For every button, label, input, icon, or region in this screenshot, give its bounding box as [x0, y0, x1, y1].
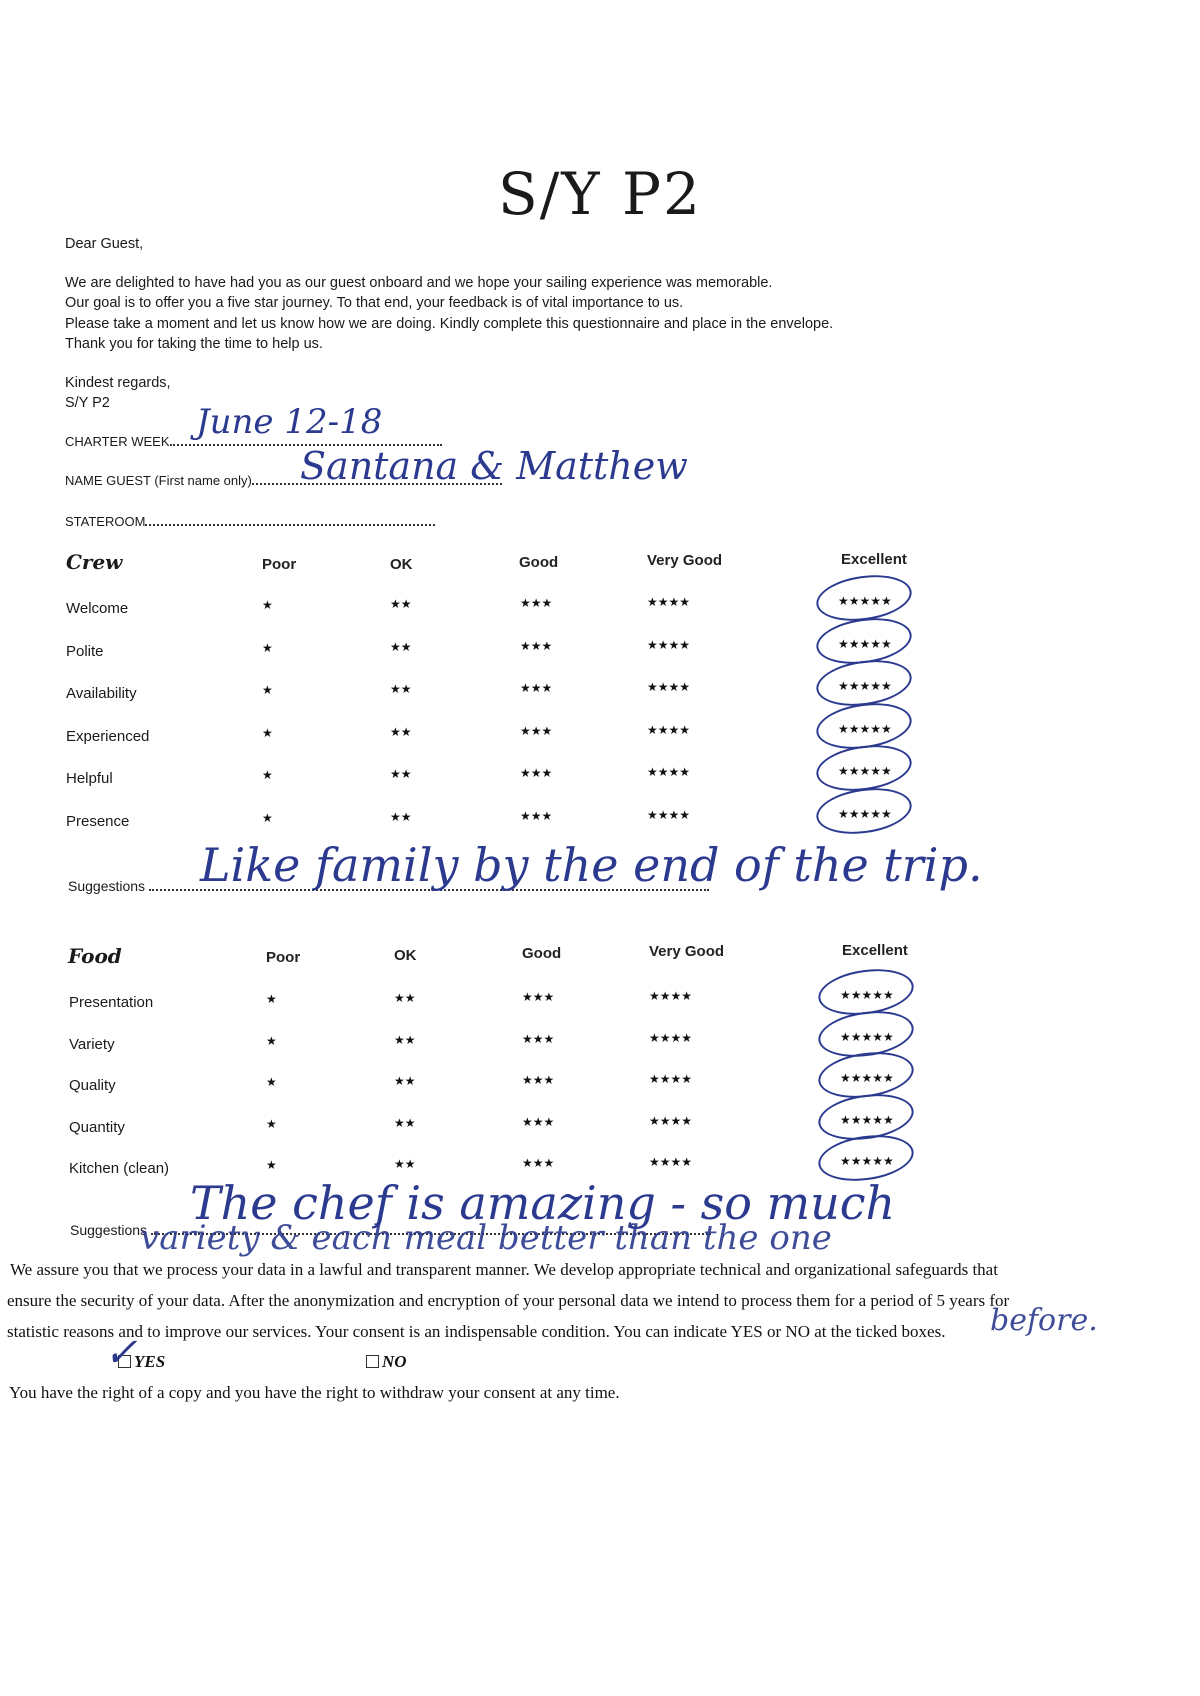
- crew-section-title: Crew: [66, 550, 123, 574]
- food-rating-3-stars[interactable]: ★★★: [522, 990, 555, 1004]
- crew-row-label: Polite: [66, 642, 104, 660]
- crew-rating-2-stars[interactable]: ★★: [390, 767, 412, 781]
- food-rating-5-stars[interactable]: ★★★★★: [840, 1029, 894, 1044]
- food-rating-3-stars[interactable]: ★★★: [522, 1073, 555, 1087]
- crew-rating-3-stars[interactable]: ★★★: [520, 638, 553, 653]
- food-row-label: Presentation: [69, 994, 154, 1011]
- crew-rating-5-stars[interactable]: ★★★★★: [838, 764, 892, 778]
- crew-rating-5-stars[interactable]: ★★★★★: [838, 679, 892, 693]
- food-row-label: Quality: [69, 1077, 116, 1094]
- crew-suggestions-value[interactable]: Like family by the end of the trip.: [200, 838, 983, 892]
- crew-rating-4-stars[interactable]: ★★★★: [647, 765, 691, 779]
- letter-line-3: Please take a moment and let us know how we are doing. Kindly complete this questionnaire and place in the envelope.: [65, 316, 834, 332]
- food-section-title: Food: [68, 944, 122, 968]
- charter-week-label: CHARTER WEEK: [65, 434, 170, 449]
- crew-rating-1-stars[interactable]: ★: [262, 768, 273, 782]
- food-rating-4-stars[interactable]: ★★★★: [649, 1030, 693, 1045]
- closing: Kindest regards,: [65, 375, 171, 391]
- food-rating-5-stars[interactable]: ★★★★★: [840, 1154, 894, 1168]
- food-row-label: Kitchen (clean): [69, 1160, 170, 1177]
- food-suggestions-line-1[interactable]: The chef is amazing - so much: [190, 1176, 896, 1230]
- crew-rating-1-stars[interactable]: ★: [262, 683, 273, 697]
- no-label: NO: [382, 1352, 407, 1371]
- food-row-label: Quantity: [69, 1118, 125, 1136]
- letter-line-2: Our goal is to offer you a five star journey. To that end, your feedback is of vital importance to us.: [65, 295, 684, 311]
- crew-rating-2-stars[interactable]: ★★: [390, 724, 412, 739]
- greeting: Dear Guest,: [65, 236, 144, 252]
- food-rating-1-stars[interactable]: ★: [266, 992, 277, 1006]
- stateroom-field: [65, 511, 435, 533]
- crew-row-label: Presence: [66, 812, 130, 830]
- food-rating-4-stars[interactable]: ★★★★: [649, 1072, 693, 1086]
- food-rating-4-stars[interactable]: ★★★★: [649, 1113, 693, 1128]
- crew-rating-5-stars[interactable]: ★★★★★: [838, 594, 892, 608]
- crew-suggestions-label: Suggestions: [68, 878, 146, 894]
- consent-footer: You have the right of a copy and you have the right to withdraw your consent at any time.: [9, 1383, 620, 1402]
- food-col-ok: OK: [394, 947, 417, 964]
- crew-col-ok: OK: [390, 556, 413, 573]
- crew-rating-4-stars[interactable]: ★★★★: [647, 722, 691, 737]
- charter-week-value[interactable]: June 12-18: [196, 402, 383, 442]
- no-checkbox[interactable]: [366, 1355, 379, 1368]
- crew-row-label: Helpful: [66, 770, 113, 787]
- crew-rating-5-stars[interactable]: ★★★★★: [838, 721, 892, 736]
- food-rating-2-stars[interactable]: ★★: [394, 1157, 416, 1171]
- crew-rating-1-stars[interactable]: ★: [262, 725, 273, 740]
- crew-rating-2-stars[interactable]: ★★: [390, 682, 412, 696]
- food-col-excellent: Excellent: [842, 942, 908, 959]
- crew-rating-3-stars[interactable]: ★★★: [520, 766, 553, 780]
- consent-no-option[interactable]: [366, 1352, 407, 1372]
- food-suggestions-label: Suggestions: [70, 1222, 148, 1238]
- food-rating-2-stars[interactable]: ★★: [394, 1115, 416, 1130]
- crew-rating-1-stars[interactable]: ★: [262, 640, 273, 655]
- crew-rating-1-stars[interactable]: ★: [262, 810, 273, 825]
- name-guest-value[interactable]: Santana & Matthew: [300, 444, 688, 488]
- name-guest-label: NAME GUEST (First name only): [65, 473, 252, 488]
- letter-line-1: We are delighted to have had you as our guest onboard and we hope your sailing experience was memorable.: [65, 275, 773, 291]
- yes-label: YES: [134, 1352, 166, 1371]
- food-rating-3-stars[interactable]: ★★★: [522, 1114, 555, 1129]
- crew-row-label: Experienced: [66, 727, 150, 745]
- food-col-very-good: Very Good: [649, 943, 725, 960]
- consent-line-3: statistic reasons and to improve our services. Your consent is an indispensable condition. You can indicate YES or NO at the ticked boxes.: [7, 1322, 946, 1341]
- crew-col-very-good: Very Good: [647, 552, 723, 569]
- signature: S/Y P2: [65, 395, 110, 411]
- food-rating-1-stars[interactable]: ★: [266, 1033, 277, 1048]
- crew-col-good: Good: [519, 554, 559, 571]
- letter-line-4: Thank you for taking the time to help us.: [65, 336, 323, 352]
- crew-rating-4-stars[interactable]: ★★★★: [647, 680, 691, 694]
- crew-rating-4-stars[interactable]: ★★★★: [647, 807, 691, 822]
- food-suggestions-line-3[interactable]: before.: [990, 1303, 1098, 1338]
- crew-rating-4-stars[interactable]: ★★★★: [647, 595, 691, 609]
- food-rating-1-stars[interactable]: ★: [266, 1158, 277, 1172]
- food-rating-2-stars[interactable]: ★★: [394, 991, 416, 1005]
- crew-rating-2-stars[interactable]: ★★: [390, 639, 412, 654]
- food-rating-3-stars[interactable]: ★★★: [522, 1031, 555, 1046]
- crew-rating-2-stars[interactable]: ★★: [390, 809, 412, 824]
- crew-rating-1-stars[interactable]: ★: [262, 598, 273, 612]
- food-rating-3-stars[interactable]: ★★★: [522, 1156, 555, 1170]
- food-col-poor: Poor: [266, 949, 301, 966]
- crew-rating-4-stars[interactable]: ★★★★: [647, 637, 691, 652]
- consent-line-2: ensure the security of your data. After the anonymization and encryption of your personal data we intend to process them for a period of 5 years for: [7, 1291, 1010, 1310]
- stateroom-label: STATEROOM: [65, 514, 146, 529]
- crew-rating-3-stars[interactable]: ★★★: [520, 596, 553, 610]
- crew-row-label: Availability: [66, 685, 137, 702]
- crew-col-excellent: Excellent: [841, 551, 907, 568]
- food-col-good: Good: [522, 945, 562, 962]
- crew-rating-5-stars[interactable]: ★★★★★: [838, 636, 892, 651]
- food-rating-4-stars[interactable]: ★★★★: [649, 1155, 693, 1169]
- food-rating-4-stars[interactable]: ★★★★: [649, 989, 693, 1003]
- crew-rating-3-stars[interactable]: ★★★: [520, 723, 553, 738]
- food-rating-1-stars[interactable]: ★: [266, 1116, 277, 1131]
- crew-rating-3-stars[interactable]: ★★★: [520, 808, 553, 823]
- consent-line-1: We assure you that we process your data in a lawful and transparent manner. We develop appropriate technical and organizational safeguards that: [10, 1260, 998, 1279]
- crew-rating-3-stars[interactable]: ★★★: [520, 681, 553, 695]
- food-rating-1-stars[interactable]: ★: [266, 1075, 277, 1089]
- yes-check-mark: ✓: [104, 1330, 138, 1376]
- food-rating-5-stars[interactable]: ★★★★★: [840, 988, 894, 1002]
- crew-selected-circle: [813, 782, 914, 839]
- food-rating-2-stars[interactable]: ★★: [394, 1074, 416, 1088]
- crew-rating-2-stars[interactable]: ★★: [390, 597, 412, 611]
- food-row-label: Variety: [69, 1035, 115, 1053]
- page-title: S/Y P2: [498, 160, 702, 228]
- crew-col-poor: Poor: [262, 556, 297, 573]
- food-rating-2-stars[interactable]: ★★: [394, 1032, 416, 1047]
- crew-rating-5-stars[interactable]: ★★★★★: [838, 806, 892, 821]
- crew-row-label: Welcome: [66, 600, 129, 617]
- food-rating-5-stars[interactable]: ★★★★★: [840, 1071, 894, 1085]
- food-suggestions-line-2[interactable]: variety & each meal better than the one: [140, 1218, 832, 1258]
- food-rating-5-stars[interactable]: ★★★★★: [840, 1112, 894, 1127]
